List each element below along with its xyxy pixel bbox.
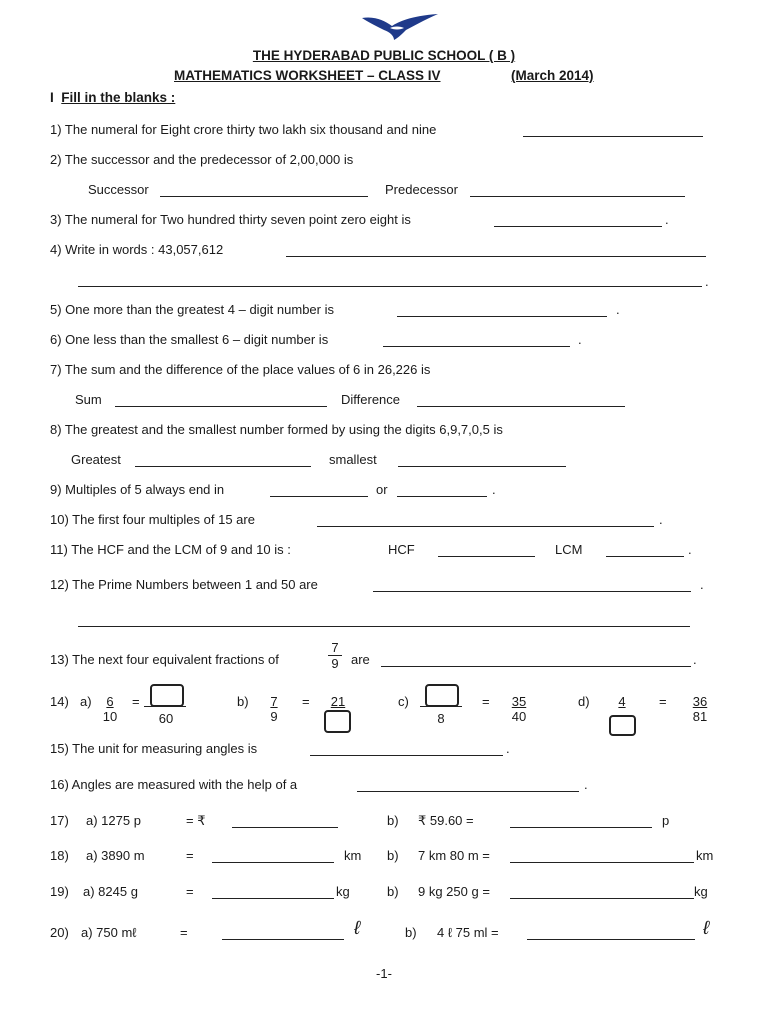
answer-blank-19b[interactable] (510, 886, 694, 899)
answer-blank-15[interactable] (310, 743, 503, 756)
answer-blank-17a[interactable] (232, 815, 338, 828)
smallest-blank[interactable] (398, 454, 566, 467)
question-17: 17) (50, 813, 69, 828)
section-heading: I Fill in the blanks : (50, 90, 176, 105)
q20b-unit: ℓ (703, 918, 710, 939)
q17-part-b: b) (387, 813, 399, 828)
question-4: 4) Write in words : 43,057,612 (50, 242, 224, 257)
question-7: 7) The sum and the difference of the place values of 6 in 26,226 is (50, 362, 431, 377)
q19b-value: 9 kg 250 g = (418, 884, 490, 899)
q18-part-a: a) 3890 m (86, 848, 145, 863)
question-5: 5) One more than the greatest 4 – digit number is (50, 302, 334, 317)
period: . (506, 741, 510, 756)
answer-blank-10[interactable] (317, 514, 654, 527)
q17b-unit: p (662, 813, 670, 828)
question-19: 19) (50, 884, 69, 899)
answer-blank-17b[interactable] (510, 815, 652, 828)
greatest-label: Greatest (71, 452, 121, 467)
answer-blank-9b[interactable] (397, 484, 487, 497)
q20-part-b: b) (405, 925, 417, 940)
equals-sign: = (659, 694, 667, 709)
hcf-label: HCF (388, 542, 415, 557)
answer-blank-5[interactable] (397, 304, 607, 317)
answer-blank-13[interactable] (381, 654, 691, 667)
question-3: 3) The numeral for Two hundred thirty seven point zero eight is (50, 212, 411, 227)
period: . (705, 274, 709, 289)
answer-blank-18b[interactable] (510, 850, 694, 863)
q14-part-a: a) (80, 694, 92, 709)
period: . (492, 482, 496, 497)
q18a-unit: km (344, 848, 362, 863)
sum-label: Sum (75, 392, 102, 407)
question-6: 6) One less than the smallest 6 – digit number is (50, 332, 329, 347)
period: . (665, 212, 669, 227)
predecessor-blank[interactable] (470, 184, 685, 197)
fraction-35-40: $\frac{35}{40}$ (511, 694, 527, 724)
question-9: 9) Multiples of 5 always end in (50, 482, 225, 497)
page-number: -1- (376, 966, 392, 981)
equals-sign: = (302, 694, 310, 709)
q14-part-b: b) (237, 694, 249, 709)
question-2: 2) The successor and the predecessor of 2,00,000 is (50, 152, 354, 167)
period: . (584, 777, 588, 792)
q20-part-a: a) 750 mℓ (81, 925, 137, 940)
q14-part-d: d) (578, 694, 590, 709)
question-10: 10) The first four multiples of 15 are (50, 512, 255, 527)
q14d-denominator-box[interactable] (609, 715, 636, 736)
answer-blank-1[interactable] (523, 124, 703, 137)
answer-blank-19a[interactable] (212, 886, 334, 899)
successor-label: Successor (88, 182, 149, 197)
answer-blank-20b[interactable] (527, 927, 695, 940)
difference-label: Difference (341, 392, 401, 407)
equals-sign: = (132, 694, 140, 709)
q18b-value: 7 km 80 m = (418, 848, 490, 863)
q19b-unit: kg (694, 884, 708, 899)
or-label: or (376, 482, 388, 497)
answer-blank-9a[interactable] (270, 484, 368, 497)
q17-part-a: a) 1275 p (86, 813, 141, 828)
q17b-value: ₹ 59.60 = (418, 813, 474, 828)
equals-sign: = (482, 694, 490, 709)
worksheet-title: MATHEMATICS WORKSHEET – CLASS IV (174, 68, 441, 83)
predecessor-label: Predecessor (385, 182, 458, 197)
question-20: 20) (50, 925, 69, 940)
period: . (688, 542, 692, 557)
question-11: 11) The HCF and the LCM of 9 and 10 is : (50, 542, 291, 557)
equals-sign: = (186, 848, 194, 863)
q20b-value: 4 ℓ 75 ml = (437, 925, 499, 940)
equals-sign: = (186, 884, 194, 899)
q17a-equals-rupee: = ₹ (186, 813, 206, 828)
q14a-numerator-box[interactable] (150, 684, 184, 707)
answer-blank-16[interactable] (357, 779, 579, 792)
q18-part-b: b) (387, 848, 399, 863)
question-14: 14) (50, 694, 69, 709)
q18b-unit: km (696, 848, 714, 863)
question-8: 8) The greatest and the smallest number formed by using the digits 6,9,7,0,5 is (50, 422, 503, 437)
period: . (700, 577, 704, 592)
period: . (659, 512, 663, 527)
greatest-blank[interactable] (135, 454, 311, 467)
equals-sign: = (180, 925, 188, 940)
question-13: 13) The next four equivalent fractions of (50, 652, 279, 667)
question-18: 18) (50, 848, 69, 863)
worksheet-date: (March 2014) (511, 68, 594, 83)
q14-part-c: c) (398, 694, 409, 709)
period: . (616, 302, 620, 317)
successor-blank[interactable] (160, 184, 368, 197)
period: . (693, 652, 697, 667)
lcm-blank[interactable] (606, 544, 684, 557)
answer-blank-12b[interactable] (78, 626, 690, 627)
q14a-fraction-bar (144, 706, 186, 707)
q14c-fraction-bar (420, 706, 462, 707)
smallest-label: smallest (329, 452, 377, 467)
question-16: 16) Angles are measured with the help of a (50, 777, 298, 792)
answer-blank-3[interactable] (494, 214, 662, 227)
answer-blank-12a[interactable] (373, 579, 691, 592)
answer-blank-4a[interactable] (286, 244, 706, 257)
school-name: THE HYDERABAD PUBLIC SCHOOL ( B ) (252, 48, 516, 63)
question-12: 12) The Prime Numbers between 1 and 50 are (50, 577, 318, 592)
answer-blank-6[interactable] (383, 334, 570, 347)
answer-blank-4b[interactable] (78, 286, 702, 287)
difference-blank[interactable] (417, 394, 625, 407)
q14c-numerator-box[interactable] (425, 684, 459, 707)
are-label: are (351, 652, 370, 667)
q14a-denominator: 60 (158, 711, 174, 726)
fraction-6-10: $\frac{6}{10}$ (102, 694, 118, 724)
q19-part-b: b) (387, 884, 399, 899)
q14b-denominator-box[interactable] (324, 710, 351, 733)
sum-blank[interactable] (115, 394, 327, 407)
q19a-unit: kg (336, 884, 350, 899)
question-15: 15) The unit for measuring angles is (50, 741, 258, 756)
period: . (578, 332, 582, 347)
q14b-numerator: 21 (330, 694, 346, 709)
fraction-7-9-b: $\frac{7}{9}$ (270, 694, 278, 724)
q20a-unit: ℓ (354, 918, 361, 939)
school-logo-icon (360, 12, 440, 42)
answer-blank-20a[interactable] (222, 927, 344, 940)
q19-part-a: a) 8245 g (83, 884, 138, 899)
fraction-7-9: $\frac{7}{9}$ (328, 640, 342, 671)
lcm-label: LCM (555, 542, 583, 557)
q14d-numerator: 4 (618, 694, 626, 709)
hcf-blank[interactable] (438, 544, 535, 557)
answer-blank-18a[interactable] (212, 850, 334, 863)
question-1: 1) The numeral for Eight crore thirty two lakh six thousand and nine (50, 122, 437, 137)
fraction-36-81: $\frac{36}{81}$ (692, 694, 708, 724)
q14c-denominator: 8 (437, 711, 445, 726)
